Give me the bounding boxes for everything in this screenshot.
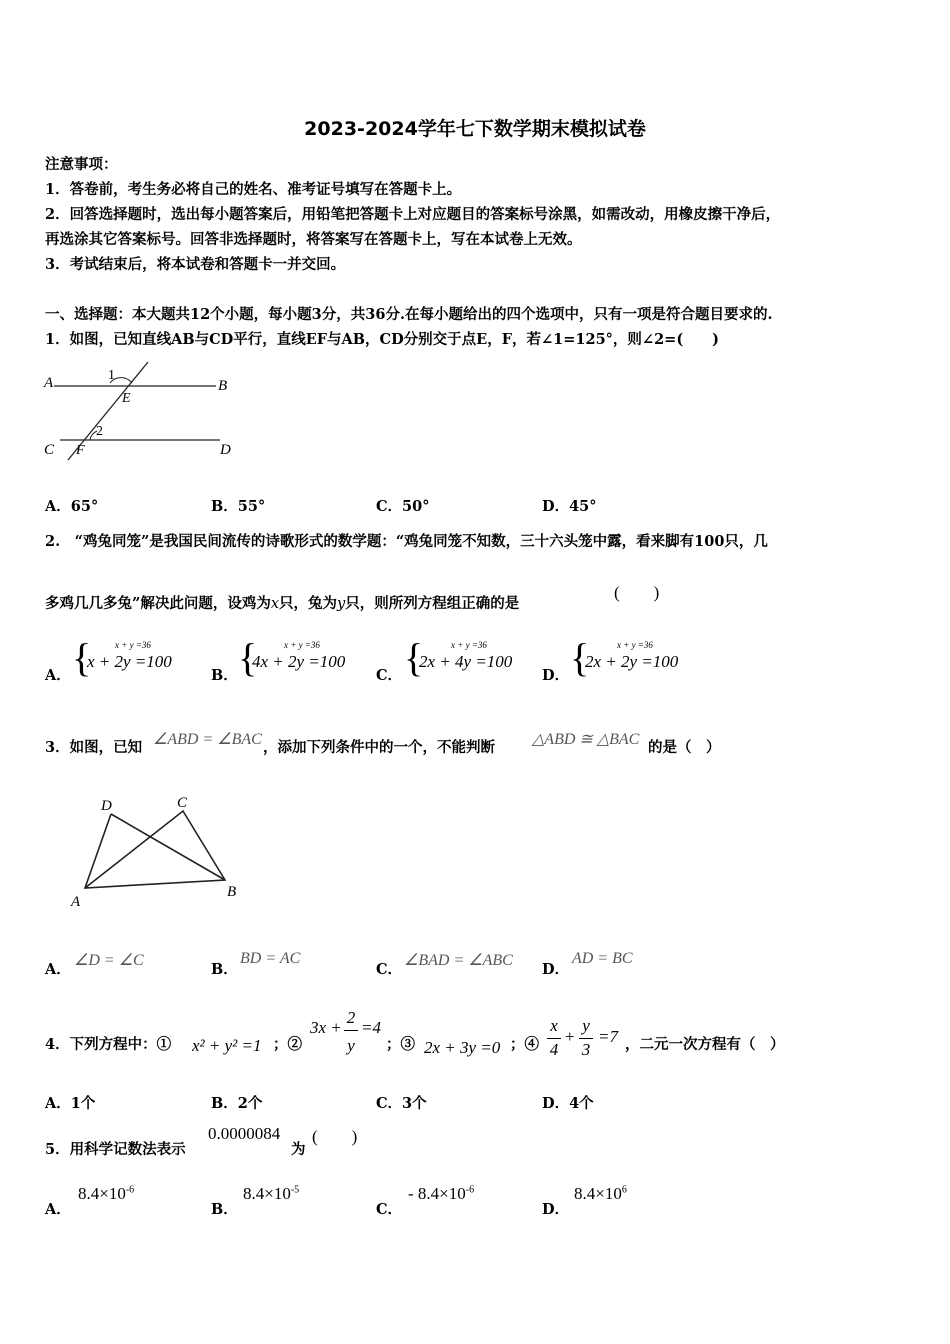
q2-option-b-eq2: 4x + 2y =100 [252,652,346,671]
notice-item-3: 3．考试结束后，将本试卷和答题卡一并交回。 [45,256,346,273]
section-heading: 一、选择题：本大题共12个小题，每小题3分，共36分.在每小题给出的四个选项中，只有一项是符合题目要求的. [45,306,773,323]
q2-answer-paren: ( ) [614,583,660,602]
q4-eq3: 2x + 3y =0 [424,1038,501,1057]
label-angle-1: 1 [108,368,115,383]
q4-eq4-b: =7 [598,1027,618,1046]
q4-eq4-plus: + [565,1027,575,1046]
q5-option-a-value: $8.4\times 10^{-6}$ [78,1184,135,1203]
q3-option-a-text: ∠D = ∠C [74,952,144,969]
q2-option-b-brace: { [238,635,258,680]
q5-option-b-value: $8.4\times 10^{-5}$ [243,1184,300,1203]
label-c: C [44,442,55,458]
q3-figure [65,790,255,915]
q2-option-a-brace: { [72,635,92,680]
label-angle-2: 2 [96,424,103,439]
q3-option-c-label[interactable]: C． [376,961,403,978]
notice-heading: 注意事项： [45,156,118,173]
q3-option-b-label[interactable]: B． [211,961,238,978]
q2-option-d-eq2: 2x + 2y =100 [585,652,679,671]
q2-option-d-label[interactable]: D． [542,667,570,684]
q3-condition: ∠ABD = ∠BAC [153,731,262,748]
q3-option-a-label[interactable]: A． [45,961,71,978]
q4-option-d[interactable]: D．4个 [542,1095,594,1112]
q1-option-a[interactable]: A．65° [45,498,99,515]
notice-item-2-cont: 再选涂其它答案标号。回答非选择题时，将答案写在答题卡上，写在本试卷上无效。 [45,231,582,248]
label-b: B [227,884,237,900]
notice-item-2: 2．回答选择题时，选出每小题答案后，用铅笔把答题卡上对应题目的答案标号涂黑，如需改动，用橡皮擦干净后， [45,206,781,223]
q1-option-d[interactable]: D．45° [542,498,597,515]
q2-option-c-label[interactable]: C． [376,667,403,684]
q4-eq4-den1: 4 [549,1040,559,1059]
q4-eq4-fraction-bar-1 [547,1038,561,1039]
q5-option-d-value: $8.4\times 10^6$ [574,1184,627,1203]
q5-number: 0.0000084 [208,1124,281,1143]
q5-stem-a: 5．用科学记数法表示 [45,1141,186,1158]
q5-option-d-label[interactable]: D． [542,1201,570,1218]
q4-eq4-num1: x [550,1016,558,1035]
q4-eq4-fraction-bar-2 [579,1038,593,1039]
q4-stem-a: 4．下列方程中：① [45,1036,172,1053]
q3-congruence: △ABD ≅ △BAC [532,731,640,748]
q2-option-d-eq1: x + y =36 [617,640,653,650]
q3-stem-a: 3．如图，已知 [45,739,143,756]
q1-option-b[interactable]: B．55° [211,498,266,515]
q4-option-b[interactable]: B．2个 [211,1095,263,1112]
label-a: A [44,375,54,391]
q4-sep1: ；② [273,1036,302,1053]
q4-eq2-den: y [347,1036,355,1055]
label-a: A [71,894,81,910]
q4-eq2-fraction-bar [344,1030,358,1031]
q2-stem-line2: 多鸡几几多兔”解决此问题，设鸡为x只，兔为y只，则所列方程组正确的是 [45,595,520,612]
q2-option-c-eq1: x + y =36 [451,640,487,650]
q4-eq4-den2: 3 [581,1040,591,1059]
q4-eq1: x² + y² =1 [192,1036,262,1055]
label-b: B [218,378,228,394]
q2-option-b-eq1: x + y =36 [284,640,320,650]
q1-option-c[interactable]: C．50° [376,498,430,515]
q5-option-c-value: - $8.4\times 10^{-6}$ [408,1184,475,1203]
q2-option-d-brace: { [570,635,590,680]
q4-sep2: ；③ [386,1036,415,1053]
q4-eq2-num: 2 [346,1008,356,1027]
q4-sep3: ；④ [510,1036,539,1053]
segment-db [111,814,225,880]
q2-option-c-eq2: 2x + 4y =100 [419,652,513,671]
q1-stem: 1．如图，已知直线AB与CD平行，直线EF与AB，CD分别交于点E，F，若∠1=125°，则∠2=( ) [45,331,720,348]
q4-option-a[interactable]: A．1个 [45,1095,96,1112]
q4-eq2-a: 3x + [310,1018,342,1037]
q4-option-c[interactable]: C．3个 [376,1095,427,1112]
page-title: 2023-2024学年七下数学期末模拟试卷 [304,118,646,140]
q2-option-a-eq1: x + y =36 [115,640,151,650]
q3-figure-lines [85,811,225,888]
notice-item-1: 1．答卷前，考生务必将自己的姓名、准考证号填写在答题卡上。 [45,181,462,198]
label-f: F [76,443,85,458]
q3-option-d-label[interactable]: D． [542,961,570,978]
label-e: E [122,391,131,406]
q3-stem-c: 的是（ ） [648,739,721,756]
q2-option-a-eq2: x + 2y =100 [87,652,172,671]
q2-stem-line1: 2. “鸡兔同笼”是我国民间流传的诗歌形式的数学题：“鸡兔同笼不知数，三十六头笼中露，看来脚有100只，几 [45,533,768,550]
q5-stem-b: 为 [291,1141,306,1158]
q4-eq4-num2: y [582,1016,590,1035]
q1-figure [40,360,240,465]
q2-option-b-label[interactable]: B． [211,667,238,684]
q4-stem-b: ，二元一次方程有（ ） [625,1036,785,1053]
label-d: D [101,798,112,814]
q4-eq2-b: =4 [361,1018,381,1037]
q5-option-a-label[interactable]: A． [45,1201,71,1218]
label-d: D [220,442,231,458]
q5-option-b-label[interactable]: B． [211,1201,238,1218]
q3-option-d-text: AD = BC [572,950,633,967]
q2-option-c-brace: { [404,635,424,680]
q5-option-c-label[interactable]: C． [376,1201,403,1218]
q3-option-c-text: ∠BAD = ∠ABC [404,952,513,969]
q2-option-a-label[interactable]: A． [45,667,71,684]
q3-option-b-text: BD = AC [240,950,301,967]
q5-answer-paren: ( ) [312,1127,358,1146]
label-c: C [177,795,188,811]
q3-stem-b: ，添加下列条件中的一个，不能判断 [263,739,495,756]
